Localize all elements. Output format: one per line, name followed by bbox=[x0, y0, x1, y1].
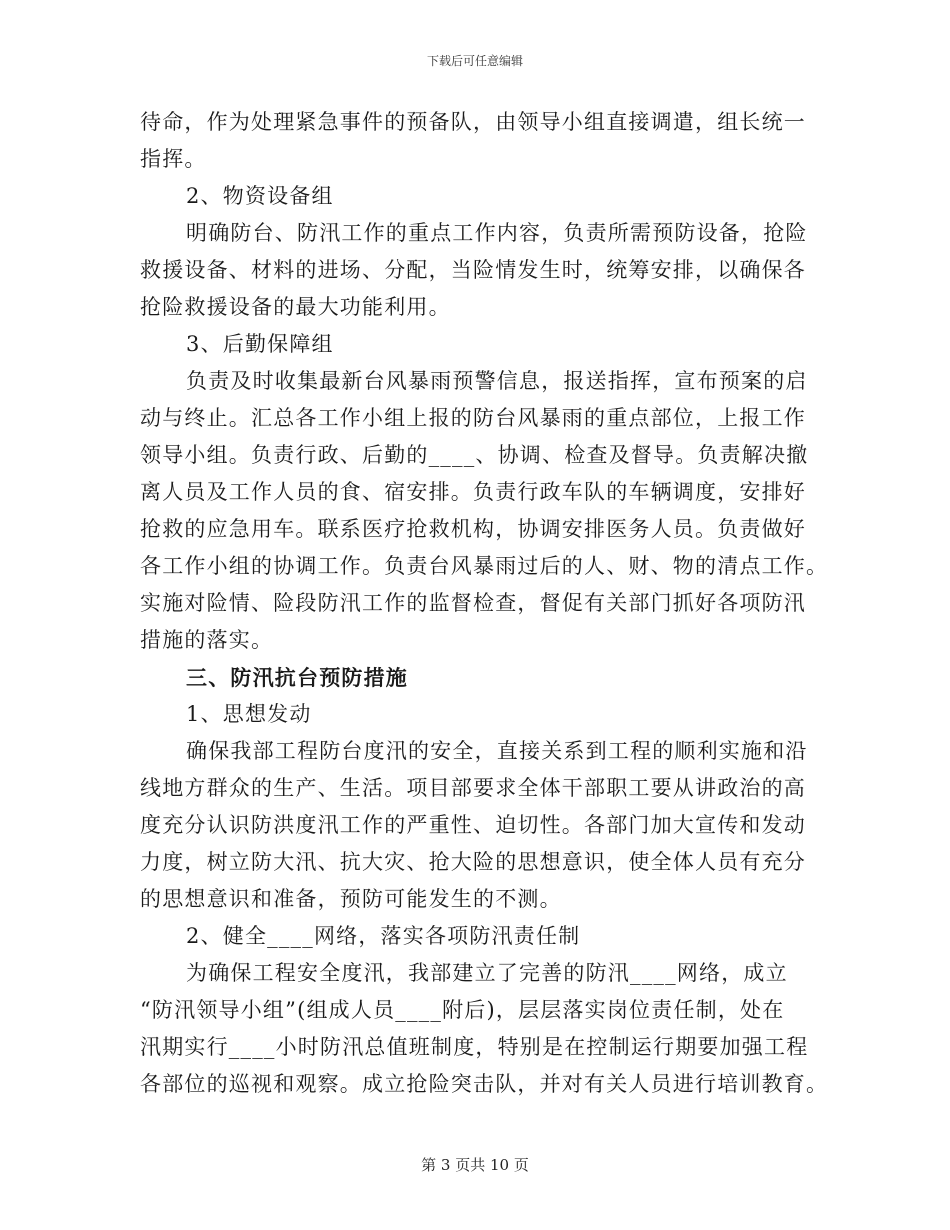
document-body bbox=[140, 104, 829, 1103]
text-line: 动与终止。汇总各工作小组上报的防台风暴雨的重点部位，上报工作 bbox=[140, 406, 806, 430]
text-line: 各工作小组的协调工作。负责台风暴雨过后的人、财、物的清点工作。 bbox=[140, 554, 829, 578]
text-line: 领导小组。负责行政、后勤的____、协调、检查及督导。负责解决撤 bbox=[140, 443, 809, 467]
text-line: 负责及时收集最新台风暴雨预警信息，报送指挥，宣布预案的启 bbox=[186, 369, 808, 393]
subheading-mobilization: 1、思想发动 bbox=[186, 702, 312, 726]
text-line: 度充分认识防洪度汛工作的严重性、迫切性。各部门加大宣传和发动 bbox=[140, 813, 806, 837]
section-heading-prevention: 三、防汛抗台预防措施 bbox=[186, 665, 408, 690]
text-line: 线地方群众的生产、生活。项目部要求全体干部职工要从讲政治的高 bbox=[140, 776, 806, 800]
text-line: 待命，作为处理紧急事件的预备队，由领导小组直接调遣，组长统一 bbox=[140, 110, 806, 134]
text-line: 离人员及工作人员的食、宿安排。负责行政车队的车辆调度，安排好 bbox=[140, 480, 806, 504]
text-line: 明确防台、防汛工作的重点工作内容，负责所需预防设备，抢险 bbox=[186, 221, 808, 245]
subheading-materials-group: 2、物资设备组 bbox=[186, 184, 334, 208]
subheading-network: 2、健全____网络，落实各项防汛责任制 bbox=[186, 924, 581, 948]
text-line: 抢救的应急用车。联系医疗抢救机构，协调安排医务人员。负责做好 bbox=[140, 517, 806, 541]
text-line: 确保我部工程防台度汛的安全，直接关系到工程的顺利实施和沿 bbox=[186, 739, 808, 763]
text-line: 救援设备、材料的进场、分配，当险情发生时，统筹安排，以确保各 bbox=[140, 258, 806, 282]
paragraph-logistics bbox=[140, 363, 829, 659]
text-line: 力度，树立防大汛、抗大灾、抢大险的思想意识，使全体人员有充分 bbox=[140, 850, 806, 874]
paragraph-materials bbox=[140, 215, 820, 326]
text-line: 为确保工程安全度汛，我部建立了完善的防汛____网络，成立 bbox=[186, 961, 788, 985]
text-line: 各部位的巡视和观察。成立抢险突击队，并对有关人员进行培训教育。 bbox=[140, 1072, 829, 1096]
text-line: “防汛领导小组”(组成人员____附后)，层层落实岗位责任制，处在 bbox=[140, 998, 785, 1022]
page-footer: 第 3 页共 10 页 bbox=[421, 1156, 529, 1174]
subheading-logistics-group: 3、后勤保障组 bbox=[186, 332, 334, 356]
paragraph-continued bbox=[140, 104, 820, 178]
text-line: 汛期实行____小时防汛总值班制度，特别是在控制运行期要加强工程 bbox=[140, 1035, 809, 1059]
text-line: 抢险救援设备的最大功能利用。 bbox=[140, 295, 451, 319]
text-line: 的思想意识和准备，预防可能发生的不测。 bbox=[140, 887, 562, 911]
text-line: 指挥。 bbox=[140, 147, 207, 171]
paragraph-network bbox=[140, 955, 829, 1103]
page-header: 下载后可任意编辑 bbox=[426, 54, 523, 68]
paragraph-mobilization bbox=[140, 733, 820, 918]
text-line: 措施的落实。 bbox=[140, 628, 274, 652]
text-line: 实施对险情、险段防汛工作的监督检查，督促有关部门抓好各项防汛 bbox=[140, 591, 806, 615]
